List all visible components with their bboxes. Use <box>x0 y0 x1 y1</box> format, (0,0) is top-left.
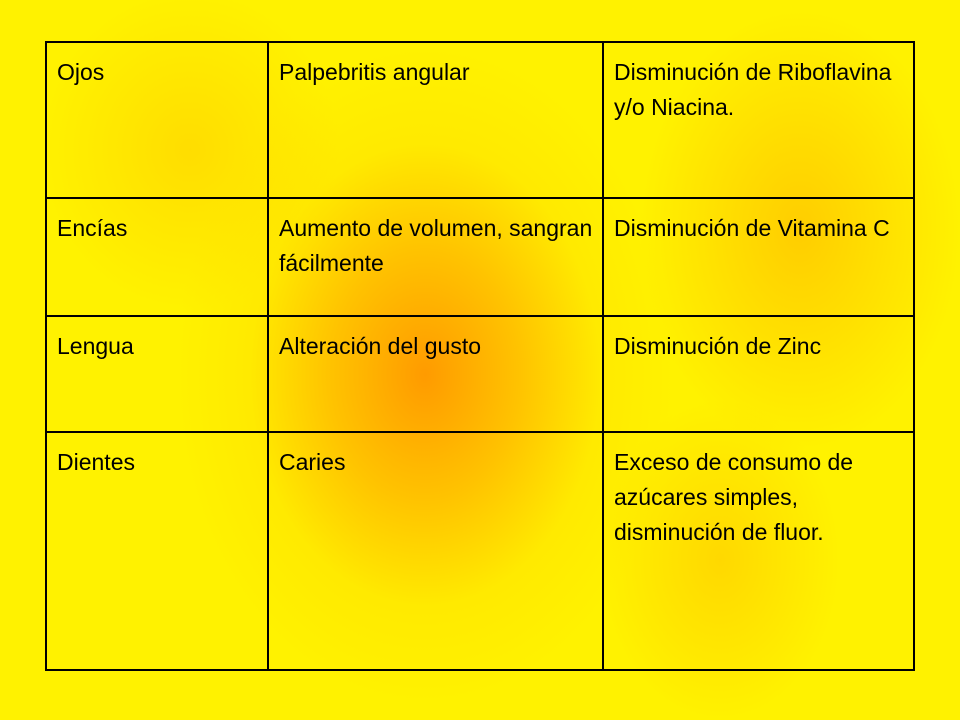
organ-cell: Encías <box>46 198 268 316</box>
cause-cell: Disminución de Vitamina C <box>603 198 914 316</box>
sign-cell: Palpebritis angular <box>268 42 603 198</box>
table-row <box>46 198 914 316</box>
sign-cell: Caries <box>268 432 603 670</box>
organ-cell: Dientes <box>46 432 268 670</box>
sign-cell: Aumento de volumen, sangran fácilmente <box>268 198 603 316</box>
nutrition-signs-table <box>45 41 915 671</box>
organ-cell: Lengua <box>46 316 268 432</box>
cause-cell: Exceso de consumo de azúcares simples, disminución de fluor. <box>603 432 914 670</box>
table-row <box>46 42 914 198</box>
table-row <box>46 316 914 432</box>
organ-cell: Ojos <box>46 42 268 198</box>
table-row <box>46 432 914 670</box>
cause-cell: Disminución de Riboflavina y/o Niacina. <box>603 42 914 198</box>
cause-cell: Disminución de Zinc <box>603 316 914 432</box>
sign-cell: Alteración del gusto <box>268 316 603 432</box>
